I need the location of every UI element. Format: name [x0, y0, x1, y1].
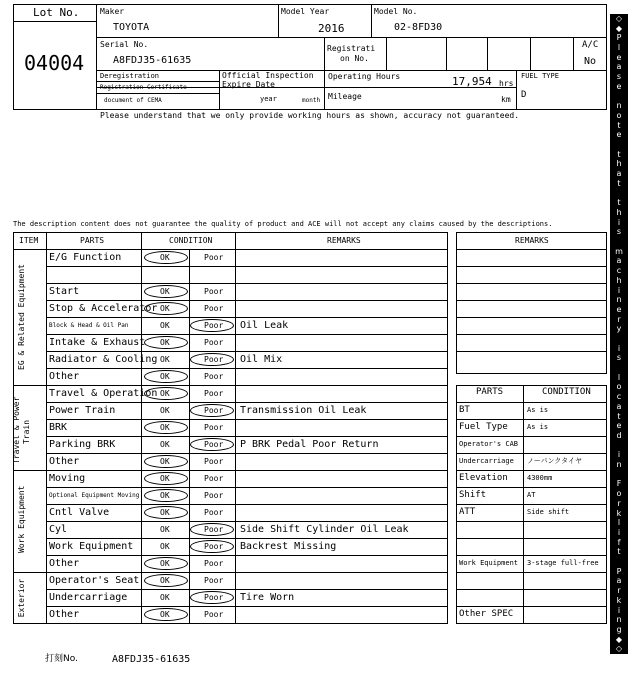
poor-label: Poor — [204, 576, 224, 585]
row-remark: Oil Leak — [240, 320, 289, 331]
row-part: Start — [49, 286, 80, 297]
ok-label: OK — [160, 440, 170, 449]
spec-condition: 3-stage full-free — [527, 559, 599, 567]
model-label: Model No. — [374, 7, 418, 16]
row-remark: P BRK Pedal Poor Return — [240, 439, 379, 450]
spec-part: Shift — [459, 490, 487, 500]
row-part: Cntl Valve — [49, 507, 110, 518]
hours-unit: hrs — [499, 79, 514, 88]
row-remark: Tire Worn — [240, 592, 295, 603]
poor-label: Poor — [204, 610, 224, 619]
ok-label: OK — [160, 474, 170, 483]
footer-value: A8FDJ35-61635 — [112, 654, 191, 665]
group-travel: Travel & Power Train — [12, 396, 31, 464]
row-remark: Backrest Missing — [240, 541, 337, 552]
row-part: Intake & Exhaust — [49, 337, 146, 348]
spec-condition: 4300mm — [527, 474, 553, 482]
ok-label: OK — [160, 593, 170, 602]
ok-selected-mark — [144, 506, 188, 519]
row-remark: Oil Mix — [240, 354, 283, 365]
ok-label: OK — [160, 457, 170, 466]
spec-condition: ノーパンクタイヤ — [527, 457, 583, 465]
ok-selected-mark — [144, 251, 188, 264]
registration-label-2: on No. — [340, 54, 369, 63]
ok-selected-mark — [144, 302, 188, 315]
poor-selected-mark — [190, 438, 234, 451]
month-unit: month — [302, 97, 321, 104]
poor-label: Poor — [204, 593, 224, 602]
group-exterior: Exterior — [17, 578, 26, 618]
ok-label: OK — [160, 542, 170, 551]
spec-condition: Side shift — [527, 508, 570, 516]
spec-part: Other SPEC — [459, 609, 514, 619]
ok-selected-mark — [144, 557, 188, 570]
maker-label: Maker — [100, 7, 125, 16]
poor-label: Poor — [204, 491, 224, 500]
poor-label: Poor — [204, 372, 224, 381]
spec-part: ATT — [459, 507, 476, 517]
ok-selected-mark — [144, 455, 188, 468]
poor-selected-mark — [190, 319, 234, 332]
row-part: Other — [49, 371, 80, 382]
poor-label: Poor — [204, 287, 224, 296]
dereg-label: Deregistration — [100, 72, 160, 80]
ac-label: A/C — [582, 40, 599, 50]
year-value: 2016 — [318, 22, 345, 35]
ac-value: No — [584, 56, 597, 67]
poor-label: Poor — [204, 406, 224, 415]
row-part: Travel & Operation — [49, 388, 158, 399]
spec-part: Elevation — [459, 473, 508, 483]
poor-label: Poor — [204, 474, 224, 483]
poor-label: Poor — [204, 389, 224, 398]
poor-label: Poor — [204, 525, 224, 534]
poor-label: Poor — [204, 304, 224, 313]
ok-label: OK — [160, 423, 170, 432]
row-part: Optional Equipment Moving — [49, 492, 140, 499]
row-part: Operator's Seat — [49, 575, 140, 586]
mileage-unit: km — [501, 95, 511, 104]
row-part: Cyl — [49, 524, 68, 535]
fuel-label: FUEL TYPE — [521, 72, 559, 80]
ok-label: OK — [160, 321, 170, 330]
poor-selected-mark — [190, 523, 234, 536]
poor-selected-mark — [190, 540, 234, 553]
ok-label: OK — [160, 338, 170, 347]
ok-selected-mark — [144, 370, 188, 383]
hours-label: Operating Hours — [328, 72, 401, 81]
poor-label: Poor — [204, 423, 224, 432]
maker-value: TOYOTA — [113, 22, 150, 33]
row-part: Other — [49, 456, 80, 467]
row-part: Block & Head & Oil Pan — [49, 322, 129, 329]
spec-condition-header: CONDITION — [542, 387, 591, 397]
cema-label: document of CEMA — [104, 97, 162, 104]
row-part: BRK — [49, 422, 68, 433]
ok-selected-mark — [144, 574, 188, 587]
reg-cert-label: Registration Certificate — [100, 84, 187, 91]
notice-hours: Please understand that we only provide working hours as shown, accuracy not guaranteed. — [100, 111, 520, 120]
row-part: Parking BRK — [49, 439, 116, 450]
ok-selected-mark — [144, 336, 188, 349]
lot-label: Lot No. — [33, 6, 80, 19]
right-remarks-table — [456, 232, 607, 374]
spec-condition: As is — [527, 406, 549, 414]
spec-condition: As is — [527, 423, 549, 431]
row-remark: Transmission Oil Leak — [240, 405, 367, 416]
year-unit: year — [260, 95, 277, 103]
poor-selected-mark — [190, 591, 234, 604]
ok-label: OK — [160, 610, 170, 619]
ok-selected-mark — [144, 387, 188, 400]
ok-label: OK — [160, 287, 170, 296]
serial-value: A8FDJ35-61635 — [113, 55, 192, 66]
spec-part: BT — [459, 405, 470, 415]
row-part: Stop & Accelerator — [49, 303, 158, 314]
row-part: Undercarriage — [49, 592, 128, 603]
ok-label: OK — [160, 559, 170, 568]
ok-selected-mark — [144, 608, 188, 621]
poor-label: Poor — [204, 508, 224, 517]
ok-label: OK — [160, 253, 170, 262]
ok-label: OK — [160, 304, 170, 313]
ok-label: OK — [160, 508, 170, 517]
year-label: Model Year — [281, 7, 330, 16]
mileage-label: Mileage — [328, 92, 362, 101]
row-part: Moving — [49, 473, 86, 484]
spec-part: Work Equipment — [459, 559, 519, 567]
header-item: ITEM — [19, 236, 39, 245]
poor-label: Poor — [204, 338, 224, 347]
inspection-label-2: Expire Date — [222, 80, 275, 89]
spec-condition: AT — [527, 491, 536, 499]
poor-selected-mark — [190, 353, 234, 366]
header-parts: PARTS — [80, 236, 105, 245]
poor-label: Poor — [204, 355, 224, 364]
fuel-value: D — [521, 90, 527, 100]
poor-label: Poor — [204, 542, 224, 551]
footer-label: 打刻No. — [45, 654, 78, 664]
row-remark: Side Shift Cylinder Oil Leak — [240, 524, 409, 535]
group-work: Work Equipment — [17, 485, 26, 553]
ok-selected-mark — [144, 421, 188, 434]
spec-part: Operator's CAB — [459, 440, 519, 448]
row-part: Other — [49, 558, 80, 569]
ok-label: OK — [160, 372, 170, 381]
poor-label: Poor — [204, 457, 224, 466]
spec-part: Undercarriage — [459, 457, 514, 465]
lot-value: 04004 — [24, 51, 85, 75]
inspection-label-1: Official Inspection — [222, 71, 314, 80]
row-part: Other — [49, 609, 80, 620]
ok-selected-mark — [144, 285, 188, 298]
spec-parts-header: PARTS — [476, 387, 504, 397]
header-condition: CONDITION — [169, 236, 213, 245]
ok-label: OK — [160, 525, 170, 534]
registration-label-1: Registrati — [327, 44, 376, 53]
ok-label: OK — [160, 406, 170, 415]
row-part: Radiator & Cooling — [49, 354, 158, 365]
poor-label: Poor — [204, 253, 224, 262]
group-eg: EG & Related Equipment — [17, 264, 26, 370]
ok-label: OK — [160, 355, 170, 364]
ok-label: OK — [160, 576, 170, 585]
poor-label: Poor — [204, 321, 224, 330]
row-part: E/G Function — [49, 252, 122, 263]
ok-label: OK — [160, 389, 170, 398]
ok-selected-mark — [144, 489, 188, 502]
poor-label: Poor — [204, 440, 224, 449]
row-part: Work Equipment — [49, 541, 134, 552]
poor-selected-mark — [190, 404, 234, 417]
ok-label: OK — [160, 491, 170, 500]
row-part: Power Train — [49, 405, 116, 416]
serial-label: Serial No. — [100, 40, 149, 49]
disclaimer: The description content does not guarantee the quality of product and ACE will not accept any claims caused by the descriptions. — [13, 220, 553, 228]
model-value: 02-8FD30 — [394, 22, 443, 33]
notice-sidebar: ◇ ◆ P l e a s e n o t e t h a t t h i s m a c h i n e r y i s l o c a t e d i n F o r k l i f t P a r k i n g ◆ ◇ — [610, 14, 628, 654]
hours-value: 17,954 — [452, 75, 492, 88]
poor-label: Poor — [204, 559, 224, 568]
header-remarks-right: REMARKS — [515, 236, 549, 245]
spec-part: Fuel Type — [459, 422, 508, 432]
ok-selected-mark — [144, 472, 188, 485]
header-remarks: REMARKS — [327, 236, 361, 245]
